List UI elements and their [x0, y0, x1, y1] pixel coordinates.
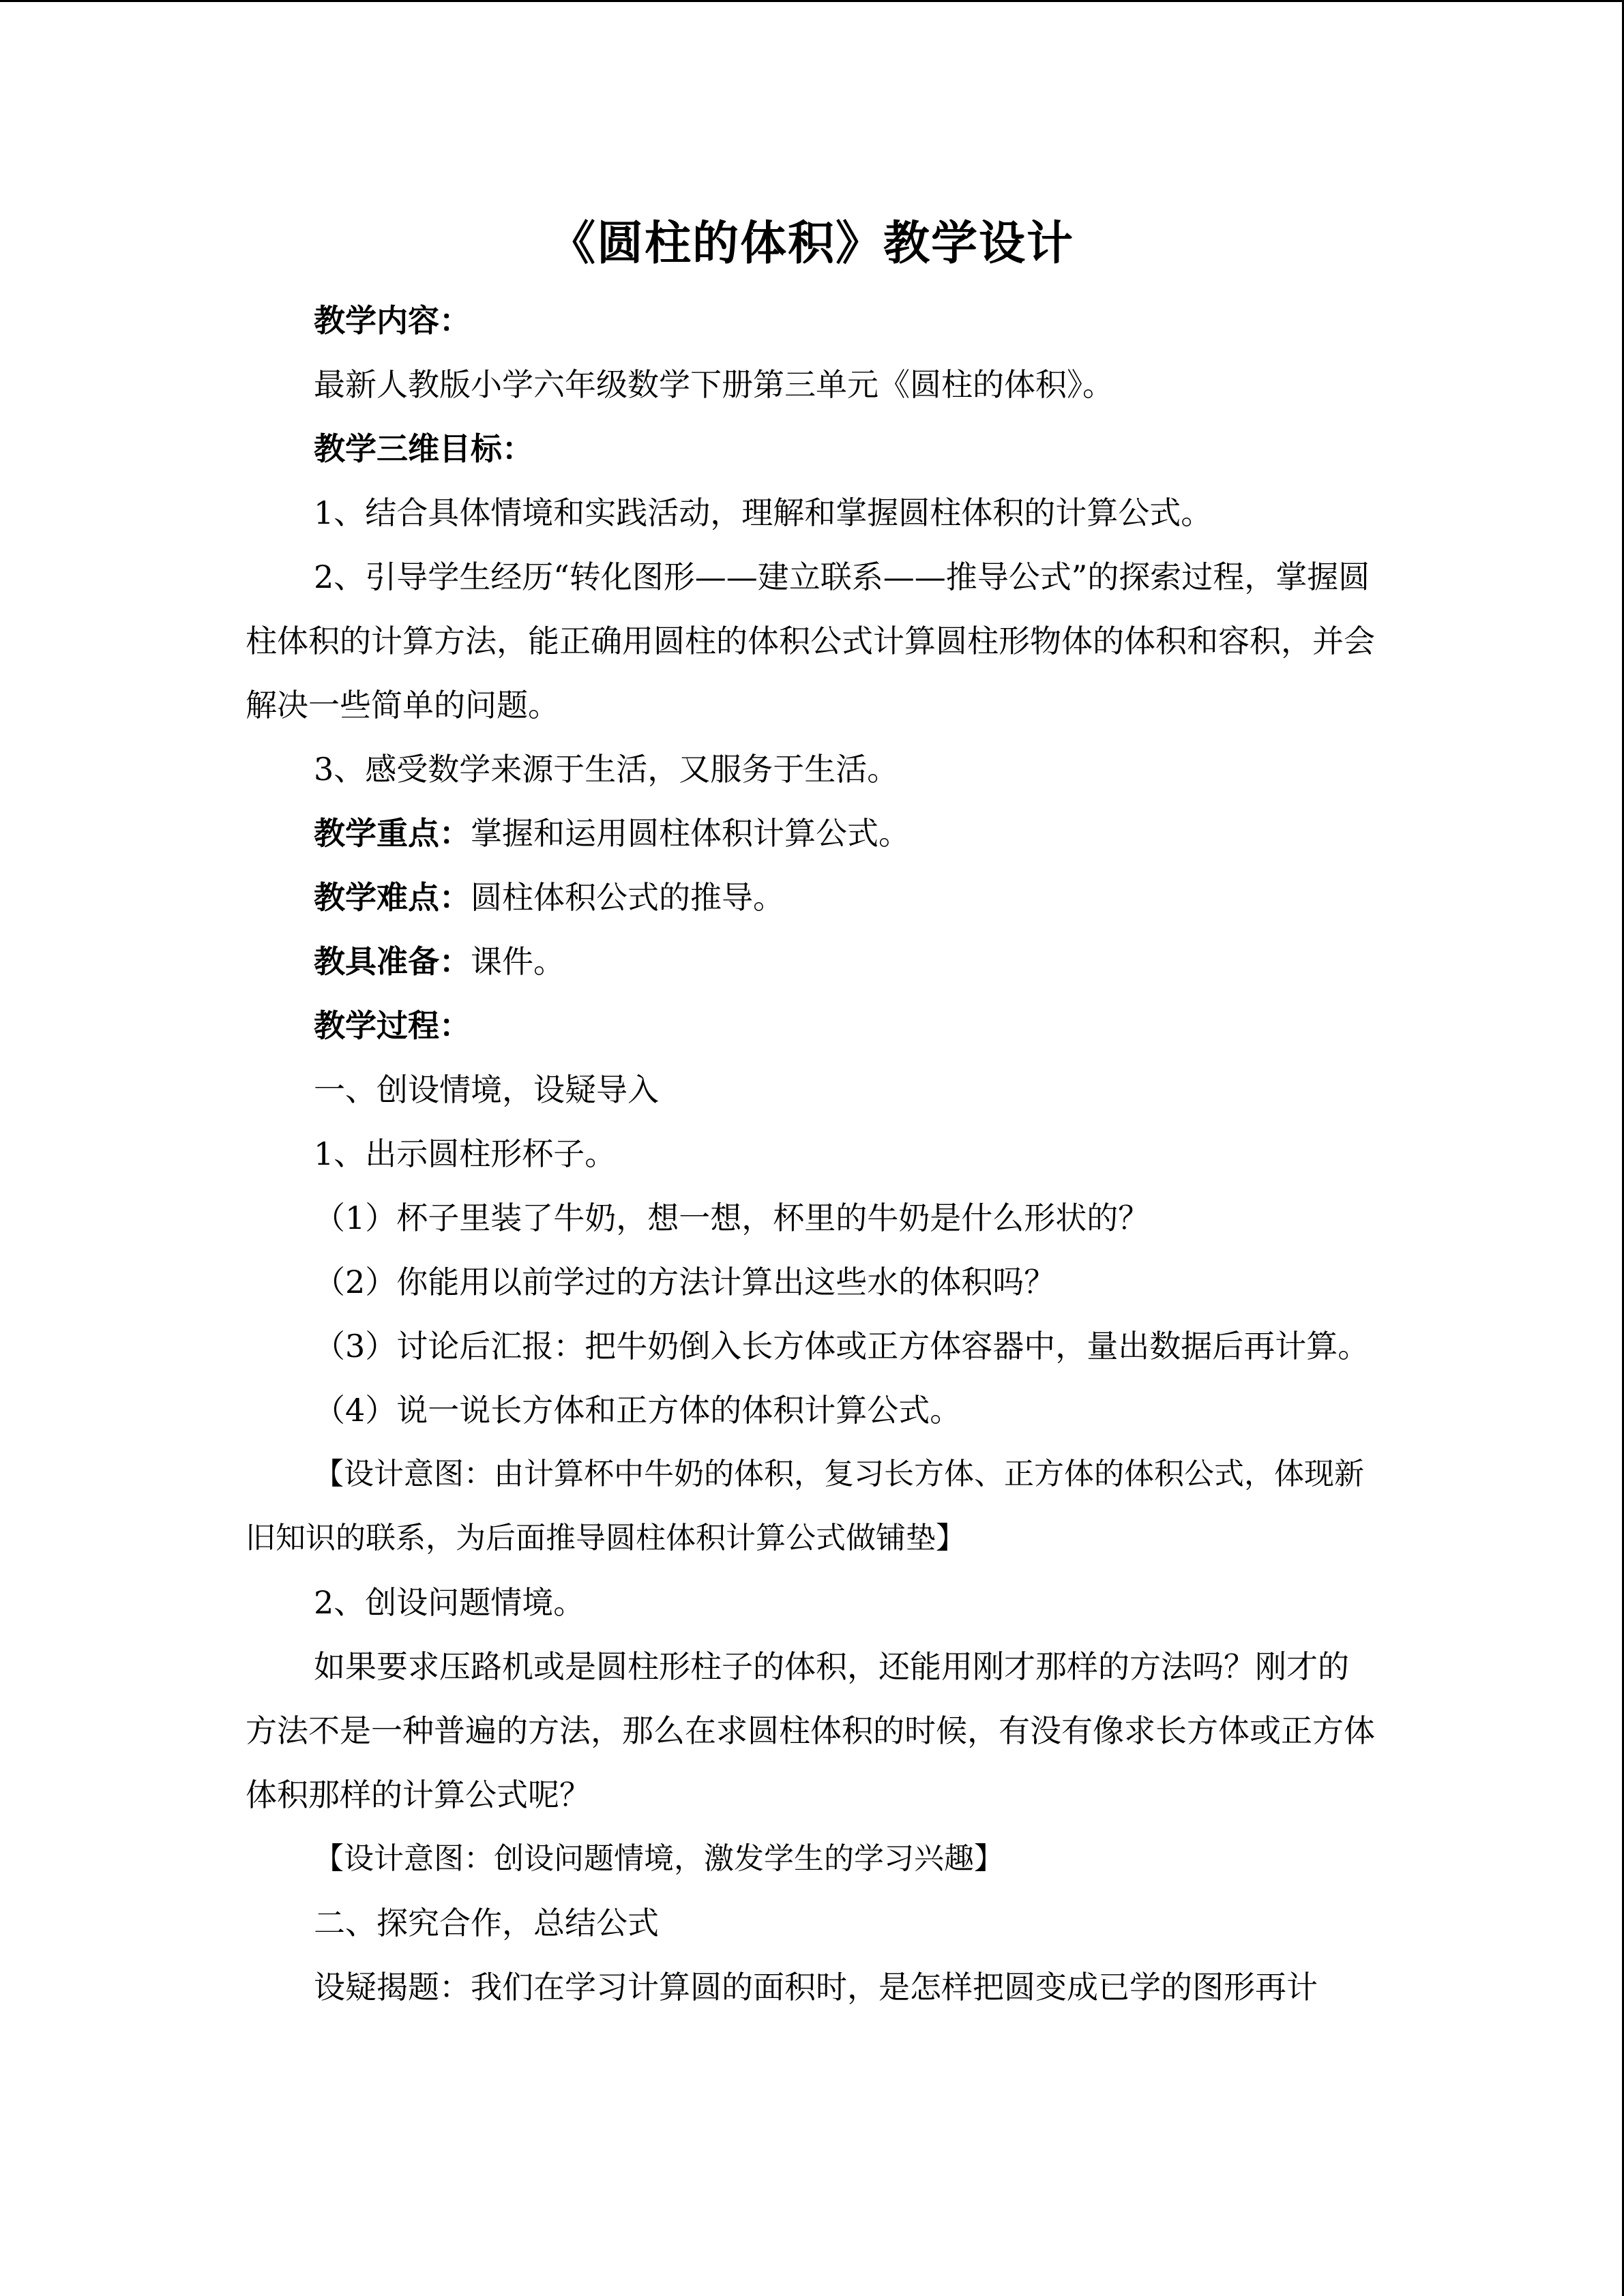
step-1: 1、出示圆柱形杯子。 [314, 1135, 617, 1172]
tools-text: 课件。 [471, 943, 565, 980]
section-2-heading: 二、探究合作，总结公式 [314, 1905, 659, 1941]
design-note-1: 【设计意图：由计算杯中牛奶的体积，复习长方体、正方体的体积公式，体现新旧知识的联系，为后面推导圆柱体积计算公式做铺垫】 [246, 1457, 1364, 1555]
content-heading [246, 288, 1378, 353]
goal-1: 1、结合具体情境和实践活动，理解和掌握圆柱体积的计算公式。 [314, 494, 1213, 531]
tools-prep [246, 929, 1378, 994]
section-1-heading: 一、创设情境，设疑导入 [314, 1071, 659, 1108]
goals-heading [246, 417, 1378, 481]
question-3: （3）讨论后汇报：把牛奶倒入长方体或正方体容器中，量出数据后再计算。 [314, 1328, 1370, 1365]
question-2: （2）你能用以前学过的方法计算出这些水的体积吗？ [314, 1264, 1056, 1300]
key-point [246, 801, 1378, 865]
goal-3: 3、感受数学来源于生活，又服务于生活。 [314, 751, 899, 788]
document-body [246, 207, 1378, 2019]
inquiry-paragraph: 设疑揭题：我们在学习计算圆的面积时，是怎样把圆变成已学的图形再计 [314, 1969, 1318, 2006]
difficulty-point [246, 865, 1378, 929]
page-title: 《圆柱的体积》教学设计 [548, 217, 1074, 271]
difficulty-label: 教学难点： [314, 879, 471, 916]
key-text: 掌握和运用圆柱体积计算公式。 [471, 815, 910, 852]
goals-label: 教学三维目标： [314, 430, 533, 467]
difficulty-text: 圆柱体积公式的推导。 [471, 879, 784, 916]
content-text: 最新人教版小学六年级数学下册第三单元《圆柱的体积》。 [314, 366, 1114, 403]
process-label: 教学过程： [314, 1007, 471, 1044]
key-label: 教学重点： [314, 815, 471, 852]
process-heading [246, 994, 1378, 1058]
goal-2: 2、引导学生经历“转化图形——建立联系——推导公式”的探索过程，掌握圆柱体积的计算方法，能正确用圆柱的体积公式计算圆柱形物体的体积和容积，并会解决一些简单的问题。 [246, 558, 1375, 724]
content-label: 教学内容： [314, 302, 471, 339]
tools-label: 教具准备： [314, 943, 471, 980]
question-4: （4）说一说长方体和正方体的体积计算公式。 [314, 1392, 962, 1429]
question-1: （1）杯子里装了牛奶，想一想，杯里的牛奶是什么形状的？ [314, 1199, 1150, 1236]
design-note-2: 【设计意图：创设问题情境，激发学生的学习兴趣】 [314, 1841, 1004, 1876]
step-2: 2、创设问题情境。 [314, 1584, 585, 1621]
problem-paragraph: 如果要求压路机或是圆柱形柱子的体积，还能用刚才那样的方法吗？刚才的方法不是一种普遍的方法，那么在求圆柱体积的时候，有没有像求长方体或正方体体积那样的计算公式呢？ [246, 1648, 1375, 1813]
